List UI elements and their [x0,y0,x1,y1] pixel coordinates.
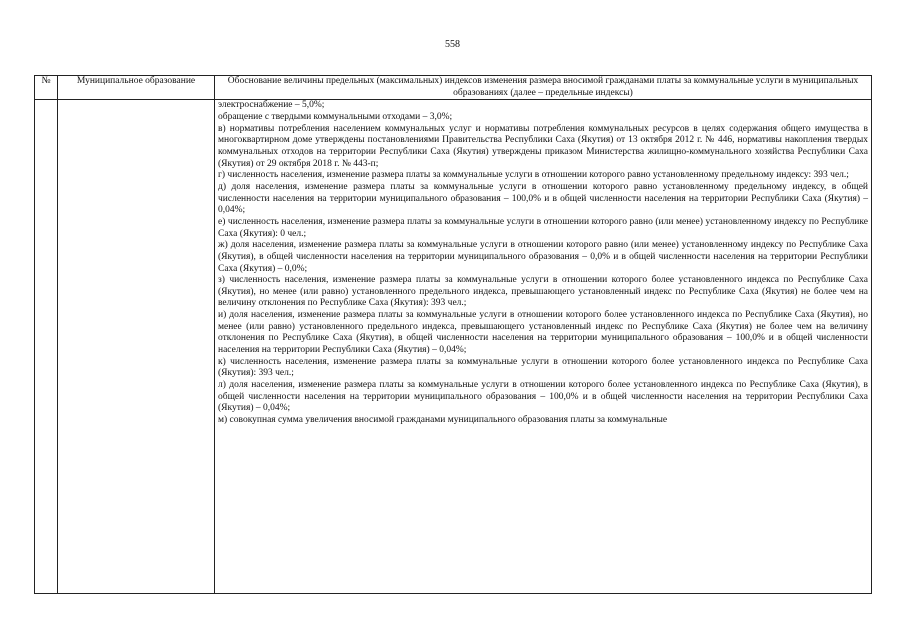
paragraph-v: в) нормативы потребления населением коммунальных услуг и нормативы потребления коммунальных ресурсов в целях содержания общего имущества в многоквартирном доме утверждены постановлениями Правительства Республики Саха (Якутия) от 13 октября 2012 г. № 446, нормативы накопления твердых коммунальных отходов на территории Республики Саха (Якутия) утверждены приказом Министерства жилищно-коммунального хозяйства Республики Саха (Якутия) от 29 октября 2018 г. № 443-п; [218,123,868,169]
header-municipality: Муниципальное образование [58,76,215,100]
paragraph-e: е) численность населения, изменение размера платы за коммунальные услуги в отношении которого равно (или менее) установленному индексу по Республике Саха (Якутия): 0 чел.; [218,216,868,239]
paragraph-m: м) совокупная сумма увеличения вносимой гражданами муниципального образования платы за коммунальные [218,415,668,426]
header-number: № [35,76,58,100]
paragraph-l: л) доля населения, изменение размера платы за коммунальные услуги в отношении которого более установленного индекса по Республике Саха (Якутия), в общей численности населения на территории муниципального образования – 100,0% и в общей численности населения на территории Республики Саха (Якутия) – 0,04%; [218,380,868,414]
paragraph-electricity: электроснабжение – 5,0%; [218,100,325,111]
table-header-row [35,76,872,100]
row-justification-cell [215,100,872,594]
page-number: 558 [445,39,460,50]
paragraph-zh: ж) доля населения, изменение размера платы за коммунальные услуги в отношении которого равно (или менее) установленному индексу по Республике Саха (Якутия), в общей численности населения на территории муниципального образования – 0,0% и в общей численности населения на территории Республики Саха (Якутия) – 0,0%; [218,240,868,274]
document-table [34,75,872,594]
paragraph-k: к) численность населения, изменение размера платы за коммунальные услуги в отношении которого более установленного индекса по Республике Саха (Якутия): 393 чел.; [218,356,868,379]
paragraph-d: д) доля населения, изменение размера платы за коммунальные услуги в отношении которого равно установленному предельному индексу, в общей численности населения на территории муниципального образования – 100,0% и в общей численности населения на территории Республики Саха (Якутия) – 0,04%; [218,181,868,216]
paragraph-solid-waste: обращение с твердыми коммунальными отходами – 3,0%; [218,111,453,122]
paragraph-i: и) доля населения, изменение размера платы за коммунальные услуги в отношении которого более установленного индекса по Республике Саха (Якутия), но менее (или равно) установленного предельного индекса, превышающего установленный индекс по Республике Саха (Якутия) не более чем на величину отклонения по Республике Саха (Якутия), в общей численности населения на территории муниципального образования – 100,0% и в общей численности населения на территории Республики Саха (Якутия) – 0,04%; [218,310,868,356]
paragraph-z: з) численность населения, изменение размера платы за коммунальные услуги в отношении которого более установленного индекса по Республике Саха (Якутия), но менее (или равно) установленного предельного индекса, превышающего установленный индекс по Республике Саха (Якутия) не более чем на величину отклонения по Республике Саха (Якутия): 393 чел.; [218,275,868,309]
paragraph-g: г) численность населения, изменение размера платы за коммунальные услуги в отношении которого равно установленному предельному индексу: 393 чел.; [218,170,849,181]
table-row [35,100,872,594]
row-municipality-cell [58,100,215,594]
header-justification: Обоснование величины предельных (максимальных) индексов изменения размера вносимой гражданами платы за коммунальные услуги в муниципальных образованиях (далее – предельные индексы) [215,76,872,100]
row-number-cell [35,100,58,594]
